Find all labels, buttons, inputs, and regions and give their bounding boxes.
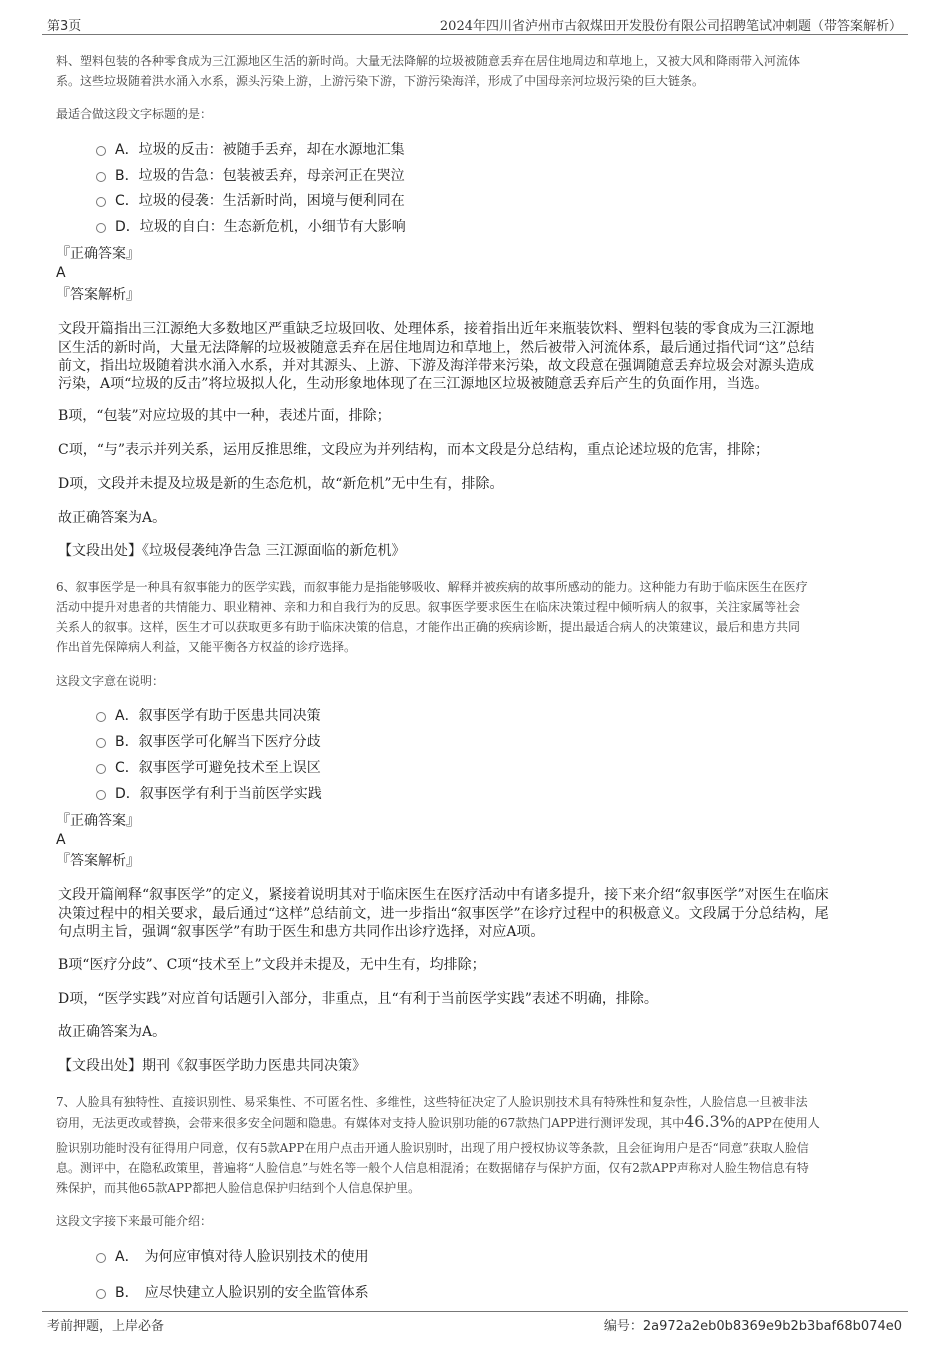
analysis-label: 『答案解析』 bbox=[56, 853, 140, 869]
q6-option-a[interactable]: A．叙事医学有助于医患共同决策 bbox=[96, 706, 321, 726]
q6-passage-line: 6、叙事医学是一种具有叙事能力的医学实践，而叙事能力是指能够吸收、解释并被疾病的故事所感动的能力。这种能力有助于临床医生在医疗 bbox=[56, 580, 808, 594]
radio-icon[interactable] bbox=[96, 146, 106, 156]
q7-prompt: 这段文字接下来最可能介绍： bbox=[56, 1214, 213, 1228]
radio-icon[interactable] bbox=[96, 764, 106, 774]
q6-passage-line: 关系人的叙事。这样，医生才可以获取更多有助于临床决策的信息，才能作出正确的疾病诊断，提出最适合病人的决策建议，最后和患方共同 bbox=[56, 620, 801, 634]
analysis-conclusion: 故正确答案为A。 bbox=[58, 1024, 167, 1040]
q7-passage-line: 殊保护，而其他65款APP都把人脸信息保护归结到个人信息保护里。 bbox=[56, 1181, 421, 1195]
q5-option-d[interactable]: D．垃圾的自白：生态新危机，小细节有大影响 bbox=[96, 217, 406, 237]
analysis-option-bc: B项“医疗分歧”、C项“技术至上”文段并未提及，无中生有，均排除； bbox=[58, 957, 486, 973]
q7-passage-line: 7、人脸具有独特性、直接识别性、易采集性、不可匿名性、多维性，这些特征决定了人脸识别技术具有特殊性和复杂性，人脸信息一旦被非法 bbox=[56, 1095, 808, 1109]
clipped-text-line bbox=[56, 28, 906, 44]
percentage-value: 46.3% bbox=[684, 1112, 735, 1131]
analysis-option-b: B项，“包装”对应垃圾的其中一种，表述片面，排除； bbox=[58, 408, 391, 424]
q5-prompt: 最适合做这段文字标题的是： bbox=[56, 107, 213, 121]
passage-source: 【文段出处】《垃圾侵袭纯净告急 三江源面临的新危机》 bbox=[58, 543, 406, 559]
radio-icon[interactable] bbox=[96, 1289, 106, 1299]
q7-passage-line: 息。测评中，在隐私政策里，普遍将“人脸信息”与姓名等一般个人信息相混淆；在数据储存与保护方面，仅有2款APP声称对人脸生物信息有特 bbox=[56, 1161, 809, 1175]
analysis-option-d: D项，“医学实践”对应首句话题引入部分，非重点，且“有利于当前医学实践”表述不明确，排除。 bbox=[58, 991, 658, 1007]
analysis-line: 区生活的新时尚，大量无法降解的垃圾被随意丢弃在居住地周边和草地上，然后被带入河流体系，最后通过指代词“这”总结 bbox=[58, 340, 815, 356]
q6-option-c[interactable]: C．叙事医学可避免技术至上误区 bbox=[96, 758, 321, 778]
analysis-line: 文段开篇指出三江源绝大多数地区严重缺乏垃圾回收、处理体系，接着指出近年来瓶装饮料、塑料包装的零食成为三江源地 bbox=[58, 321, 814, 337]
radio-icon[interactable] bbox=[96, 790, 106, 800]
document-title: 2024年四川省泸州市古叙煤田开发股份有限公司招聘笔试冲刺题（带答案解析） bbox=[439, 19, 902, 34]
q5-passage-line: 系。这些垃圾随着洪水涌入水系，源头污染上游，上游污染下游，下游污染海洋，形成了中国母亲河垃圾污染的巨大链条。 bbox=[56, 74, 705, 88]
radio-icon[interactable] bbox=[96, 712, 106, 722]
document-code: 编号：2a972a2eb0b8369e9b2b3baf68b074e0 bbox=[603, 1319, 902, 1334]
answer-value: A bbox=[56, 832, 66, 848]
q7-option-a[interactable]: A． 为何应审慎对待人脸识别技术的使用 bbox=[96, 1247, 369, 1267]
analysis-line: 前文，指出垃圾随着洪水涌入水系，并对其源头、上游、下游及海洋带来污染，故文段意在强调随意丢弃垃圾会对源头造成 bbox=[58, 358, 814, 374]
analysis-line: 文段开篇阐释“叙事医学”的定义，紧接着说明其对于临床医生在医疗活动中有诸多提升，接下来介绍“叙事医学”对医生在临床 bbox=[58, 887, 829, 903]
radio-icon[interactable] bbox=[96, 738, 106, 748]
page-number: 第3页 bbox=[47, 19, 82, 34]
analysis-line: 污染，A项“垃圾的反击”将垃圾拟人化，生动形象地体现了在三江源地区垃圾被随意丢弃后产生的负面作用，当选。 bbox=[58, 376, 769, 392]
q5-passage-line: 料、塑料包装的各种零食成为三江源地区生活的新时尚。大量无法降解的垃圾被随意丢弃在居住地周边和草地上，又被大风和降雨带入河流体 bbox=[56, 54, 801, 68]
q6-passage-line: 活动中提升对患者的共情能力、职业精神、亲和力和自我行为的反思。叙事医学要求医生在临床决策过程中倾听病人的叙事，关注家属等社会 bbox=[56, 600, 801, 614]
q5-option-b[interactable]: B．垃圾的告急：包装被丢弃，母亲河正在哭泣 bbox=[96, 166, 405, 186]
passage-source: 【文段出处】期刊《叙事医学助力医患共同决策》 bbox=[58, 1058, 366, 1074]
answer-label: 『正确答案』 bbox=[56, 246, 140, 262]
q6-option-b[interactable]: B．叙事医学可化解当下医疗分歧 bbox=[96, 732, 321, 752]
q6-prompt: 这段文字意在说明： bbox=[56, 674, 165, 688]
analysis-conclusion: 故正确答案为A。 bbox=[58, 510, 167, 526]
q7-option-b[interactable]: B． 应尽快建立人脸识别的安全监管体系 bbox=[96, 1283, 369, 1303]
radio-icon[interactable] bbox=[96, 223, 106, 233]
analysis-option-d: D项，文段并未提及垃圾是新的生态危机，故“新危机”无中生有，排除。 bbox=[58, 476, 504, 492]
q6-passage-line: 作出首先保障病人利益，又能平衡各方权益的诊疗选择。 bbox=[56, 640, 357, 654]
q7-passage-line: 窃用，无法更改或替换，会带来很多安全问题和隐患。有媒体对支持人脸识别功能的67款热门APP进行测评发现，其中46.3%的APP在使用人 bbox=[56, 1112, 820, 1131]
analysis-option-c: C项，“与”表示并列关系，运用反推思维，文段应为并列结构，而本文段是分总结构，重点论述垃圾的危害，排除； bbox=[58, 442, 770, 458]
radio-icon[interactable] bbox=[96, 172, 106, 182]
footer-divider bbox=[42, 1311, 908, 1312]
analysis-line: 决策过程中的相关要求，最后通过“这样”总结前文，进一步指出“叙事医学”在诊疗过程中的积极意义。文段属于分总结构，尾 bbox=[58, 906, 829, 922]
analysis-label: 『答案解析』 bbox=[56, 287, 140, 303]
footer-slogan: 考前押题，上岸必备 bbox=[47, 1319, 165, 1334]
q6-option-d[interactable]: D．叙事医学有利于当前医学实践 bbox=[96, 784, 322, 804]
radio-icon[interactable] bbox=[96, 1253, 106, 1263]
q7-passage-line: 脸识别功能时没有征得用户同意，仅有5款APP在用户点击开通人脸识别时，出现了用户授权协议等条款，且会征询用户是否“同意”获取人脸信 bbox=[56, 1141, 809, 1155]
q5-option-a[interactable]: A．垃圾的反击：被随手丢弃，却在水源地汇集 bbox=[96, 140, 405, 160]
answer-label: 『正确答案』 bbox=[56, 813, 140, 829]
answer-value: A bbox=[56, 265, 66, 281]
q5-option-c[interactable]: C．垃圾的侵袭：生活新时尚，困境与便利同在 bbox=[96, 191, 405, 211]
radio-icon[interactable] bbox=[96, 197, 106, 207]
analysis-line: 句点明主旨，强调“叙事医学”有助于医生和患方共同作出诊疗选择，对应A项。 bbox=[58, 924, 545, 940]
